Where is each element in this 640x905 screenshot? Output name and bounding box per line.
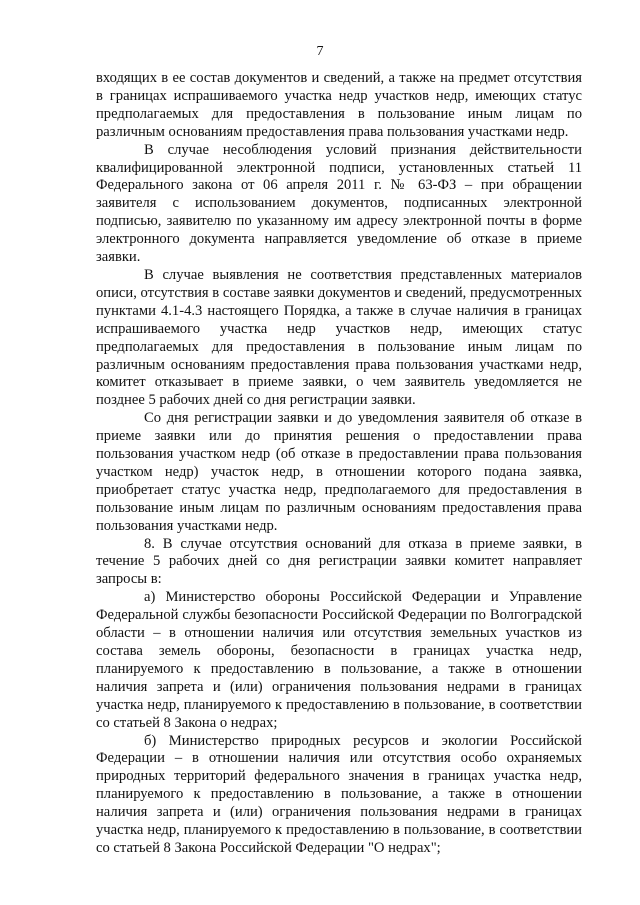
document-body [96, 70, 582, 858]
paragraph-item-8b: б) Министерство природных ресурсов и экологии Российской Федерации – в отношении наличия или отсутствия особо охраняемых природных территорий федерального значения в границах участка недр, планируемого к предоставлению в пользование, а также в отношении наличия запрета и (или) ограничения пользования недрами в границах участка недр, планируемого к предоставлению в пользование, в соответствии со статьей 8 Закона Российской Федерации "О недрах"; [96, 732, 582, 856]
paragraph-item-8a: а) Министерство обороны Российской Федерации и Управление Федеральной службы безопасности Российской Федерации по Волгоградской области – в отношении наличия или отсутствия земельных участков из состава земель обороны, безопасности в границах участка недр, планируемого к предоставлению в пользование, а также в отношении наличия запрета и (или) ограничения пользования недрами в границах участка недр, планируемого к предоставлению в пользование, в соответствии со статьей 8 Закона о недрах; [96, 589, 582, 731]
page-number: 7 [316, 44, 324, 59]
paragraph-nonconformity: В случае выявления не соответствия представленных материалов описи, отсутствия в составе заявки документов и сведений, предусмотренных пунктами 4.1-4.3 настоящего Порядка, а также в случае наличия в границах испрашиваемого участка недр участков недр, имеющих статус предполагаемых для предоставления в пользование иным лицам по различным основаниям предоставления права пользования участками недр, комитет отказывает в приеме заявки, о чем заявитель уведомляется не позднее 5 рабочих дней со дня регистрации заявки. [96, 266, 582, 409]
paragraph-electronic-signature: В случае несоблюдения условий признания действительности квалифицированной электронной подписи, установленных статьей 11 Федерального закона от 06 апреля 2011 г. № 63-ФЗ – при обращении заявителя с использованием документов, подписанных электронной подписью, заявителю по указанному им адресу электронной почты в форме электронного документа направляется уведомление об отказе в приеме заявки. [96, 141, 582, 266]
paragraph-continuation: входящих в ее состав документов и сведений, а также на предмет отсутствия в границах испрашиваемого участка недр участков недр, имеющих статус предполагаемых для предоставления в пользование иным лицам по различным основаниям предоставления права пользования участками недр. [96, 70, 582, 140]
paragraph-registration-status: Со дня регистрации заявки и до уведомления заявителя об отказе в приеме заявки или до принятия решения о предоставлении права пользования участком недр (об отказе в предоставлении права пользования участком недр) участок недр, в отношении которого подана заявка, приобретает статус участка недр, предполагаемого для предоставления в пользование иным лицам по различным основаниям предоставления права пользования участками недр. [96, 410, 582, 534]
paragraph-item-8: 8. В случае отсутствия оснований для отказа в приеме заявки, в течение 5 рабочих дней со дня регистрации заявки комитет направляет запросы в: [96, 535, 582, 588]
